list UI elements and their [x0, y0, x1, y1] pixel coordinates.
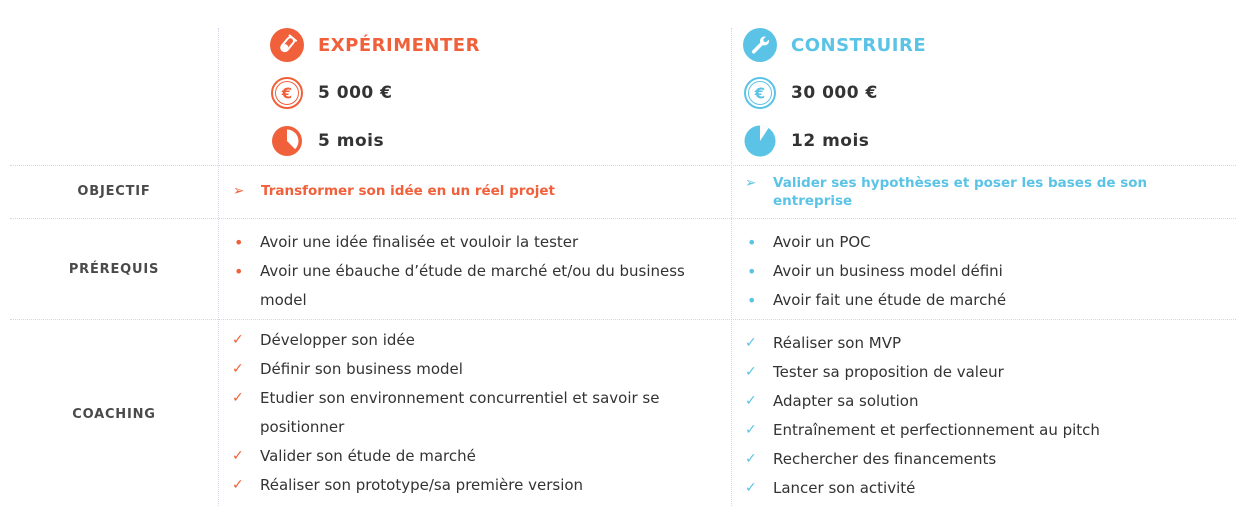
list-item: ✓ Valider son étude de marché [232, 442, 702, 471]
checkmark-icon: ✓ [745, 422, 757, 438]
plan-duration: 5 mois [318, 131, 385, 151]
list-item: ✓ Définir son business model [232, 355, 702, 384]
plan-header-construire [743, 28, 926, 172]
objective-text: Transformer son idée en un réel projet [261, 183, 555, 199]
checkmark-icon: ✓ [232, 477, 244, 493]
plan-title: CONSTRUIRE [791, 34, 927, 56]
bullet-icon: • [747, 291, 757, 310]
list-item: ✓ Adapter sa solution [745, 387, 1215, 416]
bullet-icon: • [747, 233, 757, 252]
checkmark-icon: ✓ [745, 480, 757, 496]
prerequis-list-experimenter [232, 228, 702, 315]
bullet-icon: • [234, 262, 244, 281]
objective-text: Valider ses hypothèses et poser les bases de son entreprise [773, 175, 1148, 209]
list-item: • Avoir un business model défini [745, 257, 1215, 286]
checkmark-icon: ✓ [745, 393, 757, 409]
plan-price: 30 000 € [791, 83, 878, 103]
row-divider-2 [10, 218, 1236, 219]
checkmark-icon: ✓ [745, 451, 757, 467]
plan-duration: 12 mois [791, 131, 870, 151]
plan-title-row [270, 28, 480, 62]
list-item: • Avoir une ébauche d’étude de marché et/ou du business model [232, 257, 702, 315]
pie-clock-icon [270, 124, 304, 158]
wrench-icon [743, 28, 777, 62]
list-item: ✓ Réaliser son MVP [745, 329, 1215, 358]
bullet-icon: • [747, 262, 757, 281]
checkmark-icon: ✓ [745, 364, 757, 380]
column-divider-left [218, 28, 219, 506]
objective-experimenter [233, 182, 713, 200]
plan-duration-row [270, 124, 480, 158]
checkmark-icon: ✓ [232, 332, 244, 348]
objective-construire [745, 174, 1185, 210]
coaching-list-experimenter [232, 326, 702, 500]
plan-duration-row [743, 124, 926, 158]
plan-price-row [270, 76, 480, 110]
plan-title: EXPÉRIMENTER [318, 34, 480, 56]
plan-price-row [743, 76, 926, 110]
list-item: ✓ Tester sa proposition de valeur [745, 358, 1215, 387]
list-item: ✓ Rechercher des financements [745, 445, 1215, 474]
list-item: ✓ Lancer son activité [745, 474, 1215, 503]
list-item: ✓ Réaliser son prototype/sa première version [232, 471, 702, 500]
coaching-list-construire [745, 329, 1215, 503]
list-item: ✓ Etudier son environnement concurrentiel et savoir se positionner [232, 384, 702, 442]
checkmark-icon: ✓ [232, 390, 244, 406]
row-label-prerequis: PRÉREQUIS [68, 262, 160, 277]
euro-icon [743, 76, 777, 110]
pie-clock-icon [743, 124, 777, 158]
arrow-icon: ➢ [233, 183, 245, 199]
row-label-objectif: OBJECTIF [77, 184, 151, 199]
bullet-icon: • [234, 233, 244, 252]
test-tube-icon [270, 28, 304, 62]
row-divider-3 [10, 319, 1236, 320]
list-item: • Avoir une idée finalisée et vouloir la tester [232, 228, 702, 257]
arrow-icon: ➢ [745, 175, 757, 191]
list-item: ✓ Entraînement et perfectionnement au pitch [745, 416, 1215, 445]
euro-icon [270, 76, 304, 110]
checkmark-icon: ✓ [745, 335, 757, 351]
list-item: • Avoir fait une étude de marché [745, 286, 1215, 315]
svg-text:€: € [281, 84, 293, 103]
row-divider-1 [10, 165, 1236, 166]
prerequis-list-construire [745, 228, 1215, 315]
checkmark-icon: ✓ [232, 361, 244, 377]
svg-text:€: € [754, 84, 766, 103]
plan-price: 5 000 € [318, 83, 393, 103]
list-item: ✓ Développer son idée [232, 326, 702, 355]
checkmark-icon: ✓ [232, 448, 244, 464]
column-divider-right [731, 28, 732, 506]
row-label-coaching: COACHING [72, 407, 156, 422]
plan-header-experimenter [270, 28, 480, 172]
plan-title-row [743, 28, 926, 62]
list-item: • Avoir un POC [745, 228, 1215, 257]
